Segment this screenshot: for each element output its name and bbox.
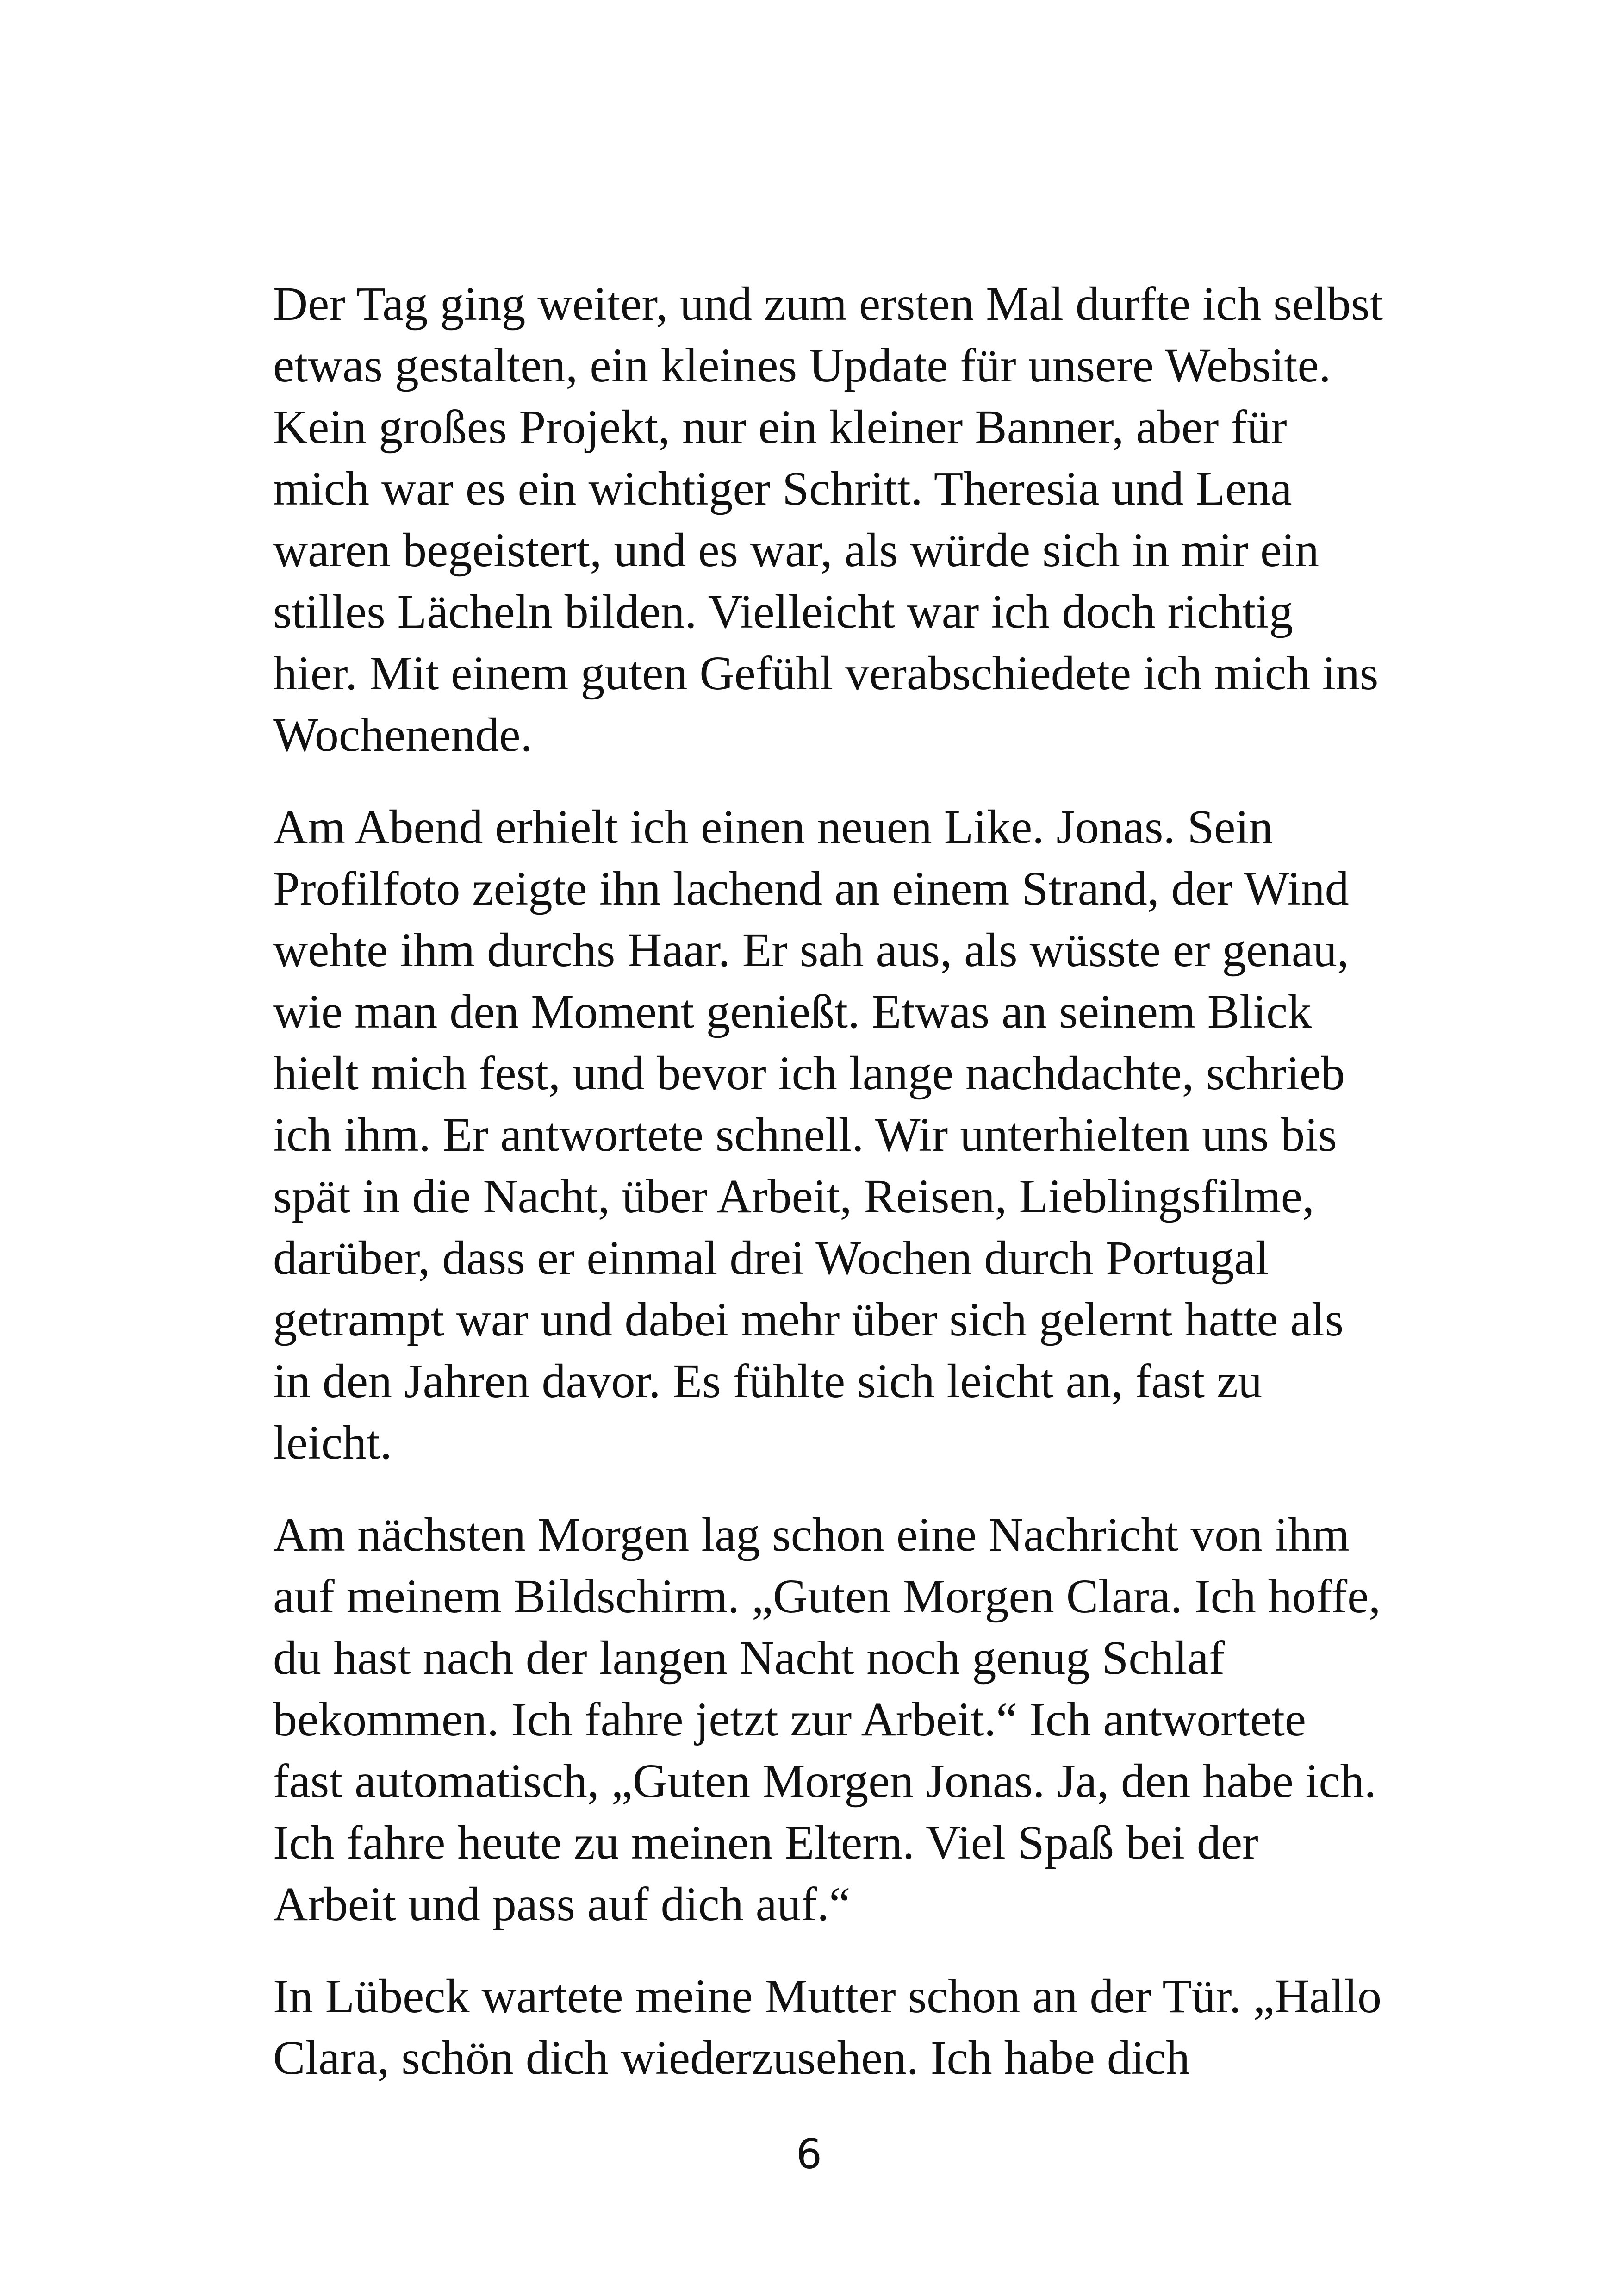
text-line: ich ihm. Er antwortete schnell. Wir unterhielten uns bis bbox=[273, 1108, 1337, 1161]
text-line: Am Abend erhielt ich einen neuen Like. Jonas. Sein bbox=[273, 800, 1273, 854]
text-line: In Lübeck wartete meine Mutter schon an der Tür. „Hallo bbox=[273, 1970, 1382, 2023]
text-line: du hast nach der langen Nacht noch genug Schlaf bbox=[273, 1631, 1225, 1685]
text-line: in den Jahren davor. Es fühlte sich leicht an, fast zu bbox=[273, 1354, 1263, 1408]
text-line: wie man den Moment genießt. Etwas an seinem Blick bbox=[273, 985, 1312, 1038]
text-line: bekommen. Ich fahre jetzt zur Arbeit.“ Ich antwortete bbox=[273, 1693, 1307, 1746]
paragraph-3 bbox=[273, 1504, 1381, 1935]
text-line: leicht. bbox=[273, 1416, 392, 1469]
text-line: hier. Mit einem guten Gefühl verabschiedete ich mich ins bbox=[273, 647, 1379, 700]
text-line: getrampt war und dabei mehr über sich gelernt hatte als bbox=[273, 1293, 1344, 1346]
text-line: fast automatisch, „Guten Morgen Jonas. Ja, den habe ich. bbox=[273, 1754, 1376, 1808]
text-line: waren begeistert, und es war, als würde sich in mir ein bbox=[273, 524, 1319, 577]
text-line: Kein großes Projekt, nur ein kleiner Banner, aber für bbox=[273, 400, 1287, 454]
text-line: Arbeit und pass auf dich auf.“ bbox=[273, 1878, 851, 1931]
text-line: Clara, schön dich wiederzusehen. Ich habe dich bbox=[273, 2031, 1190, 2084]
text-line: mich war es ein wichtiger Schritt. Theresia und Lena bbox=[273, 462, 1292, 515]
text-line: stilles Lächeln bilden. Vielleicht war ich doch richtig bbox=[273, 585, 1294, 638]
text-line: Am nächsten Morgen lag schon eine Nachricht von ihm bbox=[273, 1508, 1350, 1561]
body-text bbox=[273, 273, 1383, 2119]
text-line: spät in die Nacht, über Arbeit, Reisen, Lieblingsfilme, bbox=[273, 1170, 1314, 1223]
text-line: darüber, dass er einmal drei Wochen durch Portugal bbox=[273, 1231, 1269, 1285]
text-line: Der Tag ging weiter, und zum ersten Mal durfte ich selbst bbox=[273, 277, 1383, 331]
page-number: 6 bbox=[796, 2130, 822, 2178]
text-line: auf meinem Bildschirm. „Guten Morgen Clara. Ich hoffe, bbox=[273, 1570, 1381, 1623]
text-line: etwas gestalten, ein kleines Update für unsere Website. bbox=[273, 339, 1331, 392]
text-line: wehte ihm durchs Haar. Er sah aus, als wüsste er genau, bbox=[273, 923, 1349, 977]
text-line: Profilfoto zeigte ihn lachend an einem Strand, der Wind bbox=[273, 862, 1349, 915]
text-line: hielt mich fest, und bevor ich lange nachdachte, schrieb bbox=[273, 1047, 1345, 1100]
text-line: Wochenende. bbox=[273, 708, 533, 761]
paragraph-1 bbox=[273, 273, 1383, 766]
paragraph-4 bbox=[273, 1965, 1382, 2089]
paragraph-2 bbox=[273, 796, 1365, 1473]
text-line: Ich fahre heute zu meinen Eltern. Viel Spaß bei der bbox=[273, 1816, 1258, 1869]
